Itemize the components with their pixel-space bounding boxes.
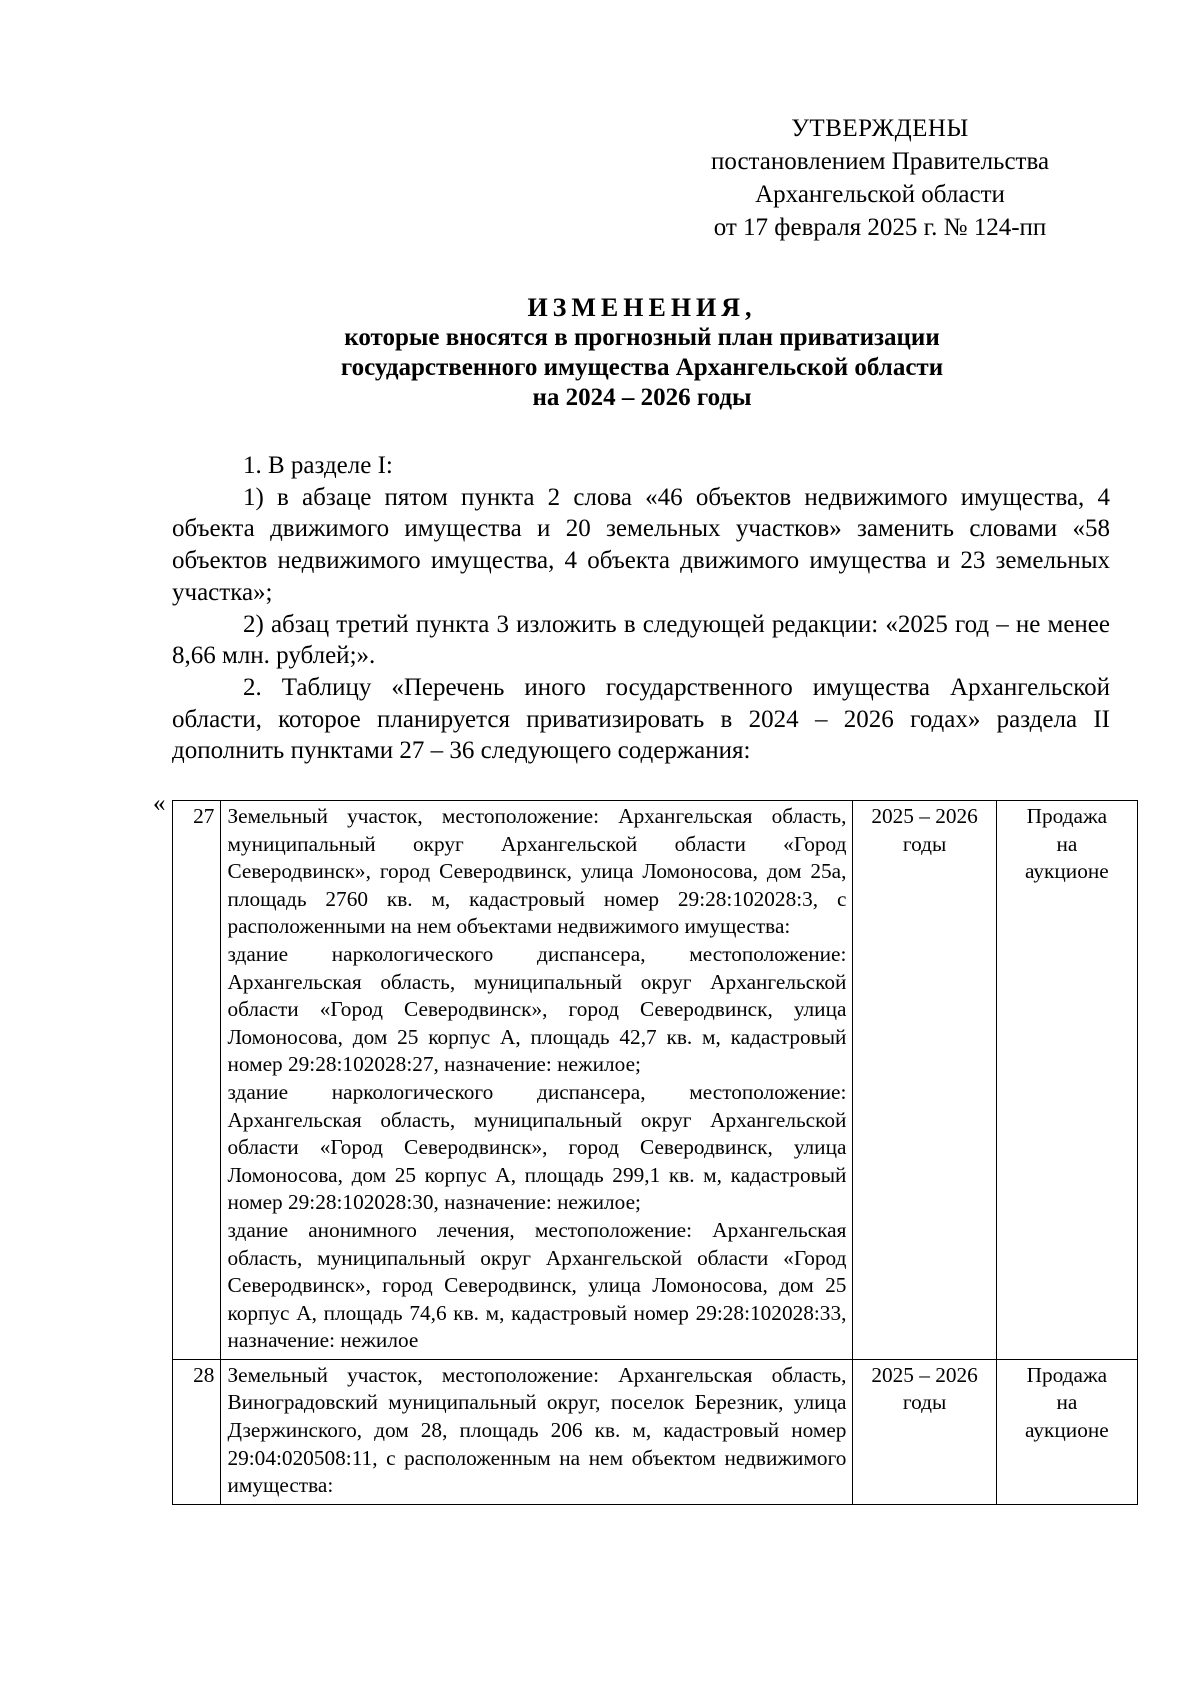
- description-paragraph: здание наркологического диспансера, местоположение: Архангельская область, муниципальный округ Архангельской области «Город Северодвинск», город Северодвинск, улица Ломоносова, дом 25 корпус А, площадь 299,1 кв. м, кадастровый номер 29:28:102028:30, назначение: нежилое;: [227, 1079, 847, 1215]
- period-years: 2025 – 2026: [871, 1362, 978, 1387]
- row-number: 27: [173, 801, 221, 1360]
- period-unit: годы: [902, 831, 947, 856]
- row-period: [853, 1359, 996, 1504]
- approval-line-3: Архангельской области: [755, 181, 1005, 208]
- document-body: [172, 450, 1110, 767]
- paragraph-3: 2) абзац третий пункта 3 изложить в следующей редакции: «2025 год – не менее 8,66 млн. рублей;».: [172, 610, 1110, 670]
- approval-block: [650, 112, 1110, 244]
- document-heading: [172, 293, 1112, 413]
- row-period: [853, 801, 996, 1360]
- heading-line-2: которые вносятся в прогнозный план приватизации: [344, 324, 940, 351]
- method-line-3: аукционе: [1025, 1418, 1109, 1443]
- approval-title: УТВЕРЖДЕНЫ: [791, 115, 969, 142]
- description-paragraph: здание анонимного лечения, местоположение: Архангельская область, муниципальный округ Архангельской области «Город Северодвинск», город Северодвинск, улица Ломоносова, дом 25 корпус А, площадь 74,6 кв. м, кадастровый номер 29:28:102028:33, назначение: нежилое: [227, 1217, 847, 1353]
- row-method: [996, 801, 1137, 1360]
- description-paragraph: Земельный участок, местоположение: Архангельская область, Виноградовский муниципальный округ, поселок Березник, улица Дзержинского, дом 28, площадь 206 кв. м, кадастровый номер 29:04:020508:11, с расположенным на нем объектом недвижимого имущества:: [227, 1362, 847, 1498]
- heading-line-4: на 2024 – 2026 годы: [532, 384, 752, 411]
- method-line-1: Продажа: [1026, 1362, 1108, 1387]
- paragraph-2: 1) в абзаце пятом пункта 2 слова «46 объектов недвижимого имущества, 4 объекта движимого имущества и 20 земельных участков» заменить словами «58 объектов недвижимого имущества, 4 объекта движимого имущества и 23 земельных участка»;: [172, 483, 1110, 606]
- heading-line-3: государственного имущества Архангельской области: [340, 354, 944, 381]
- paragraph-1: 1. В разделе I:: [243, 452, 393, 479]
- method-line-2: на: [1056, 831, 1078, 856]
- approval-line-2: постановлением Правительства: [710, 148, 1050, 175]
- description-paragraph: здание наркологического диспансера, местоположение: Архангельская область, муниципальный округ Архангельской области «Город Северодвинск», город Северодвинск, улица Ломоносова, дом 25 корпус А, площадь 42,7 кв. м, кадастровый номер 29:28:102028:27, назначение: нежилое;: [227, 941, 847, 1077]
- period-unit: годы: [902, 1390, 947, 1415]
- row-method: [996, 1359, 1137, 1504]
- method-line-3: аукционе: [1025, 859, 1109, 884]
- approval-date: от 17 февраля 2025 г. № 124-пп: [713, 214, 1047, 241]
- opening-quote: «: [153, 790, 166, 817]
- method-line-2: на: [1056, 1390, 1078, 1415]
- property-table: [172, 800, 1138, 1505]
- method-line-1: Продажа: [1026, 804, 1108, 828]
- table-row: [173, 1359, 1138, 1504]
- period-years: 2025 – 2026: [871, 804, 978, 828]
- table-row: [173, 801, 1138, 1360]
- description-paragraph: Земельный участок, местоположение: Архангельская область, муниципальный округ Архангельской области «Город Северодвинск», город Северодвинск, улица Ломоносова, дом 25а, площадь 2760 кв. м, кадастровый номер 29:28:102028:3, с расположенными на нем объектами недвижимого имущества:: [227, 804, 847, 939]
- heading-title: ИЗМЕНЕНИЯ,: [527, 293, 757, 322]
- paragraph-4: 2. Таблицу «Перечень иного государственного имущества Архангельской области, которое планируется приватизировать в 2024 – 2026 годах» раздела II дополнить пунктами 27 – 36 следующего содержания:: [172, 673, 1110, 765]
- row-description: [221, 1359, 853, 1504]
- row-number: 28: [173, 1359, 221, 1504]
- row-description: [221, 801, 853, 1360]
